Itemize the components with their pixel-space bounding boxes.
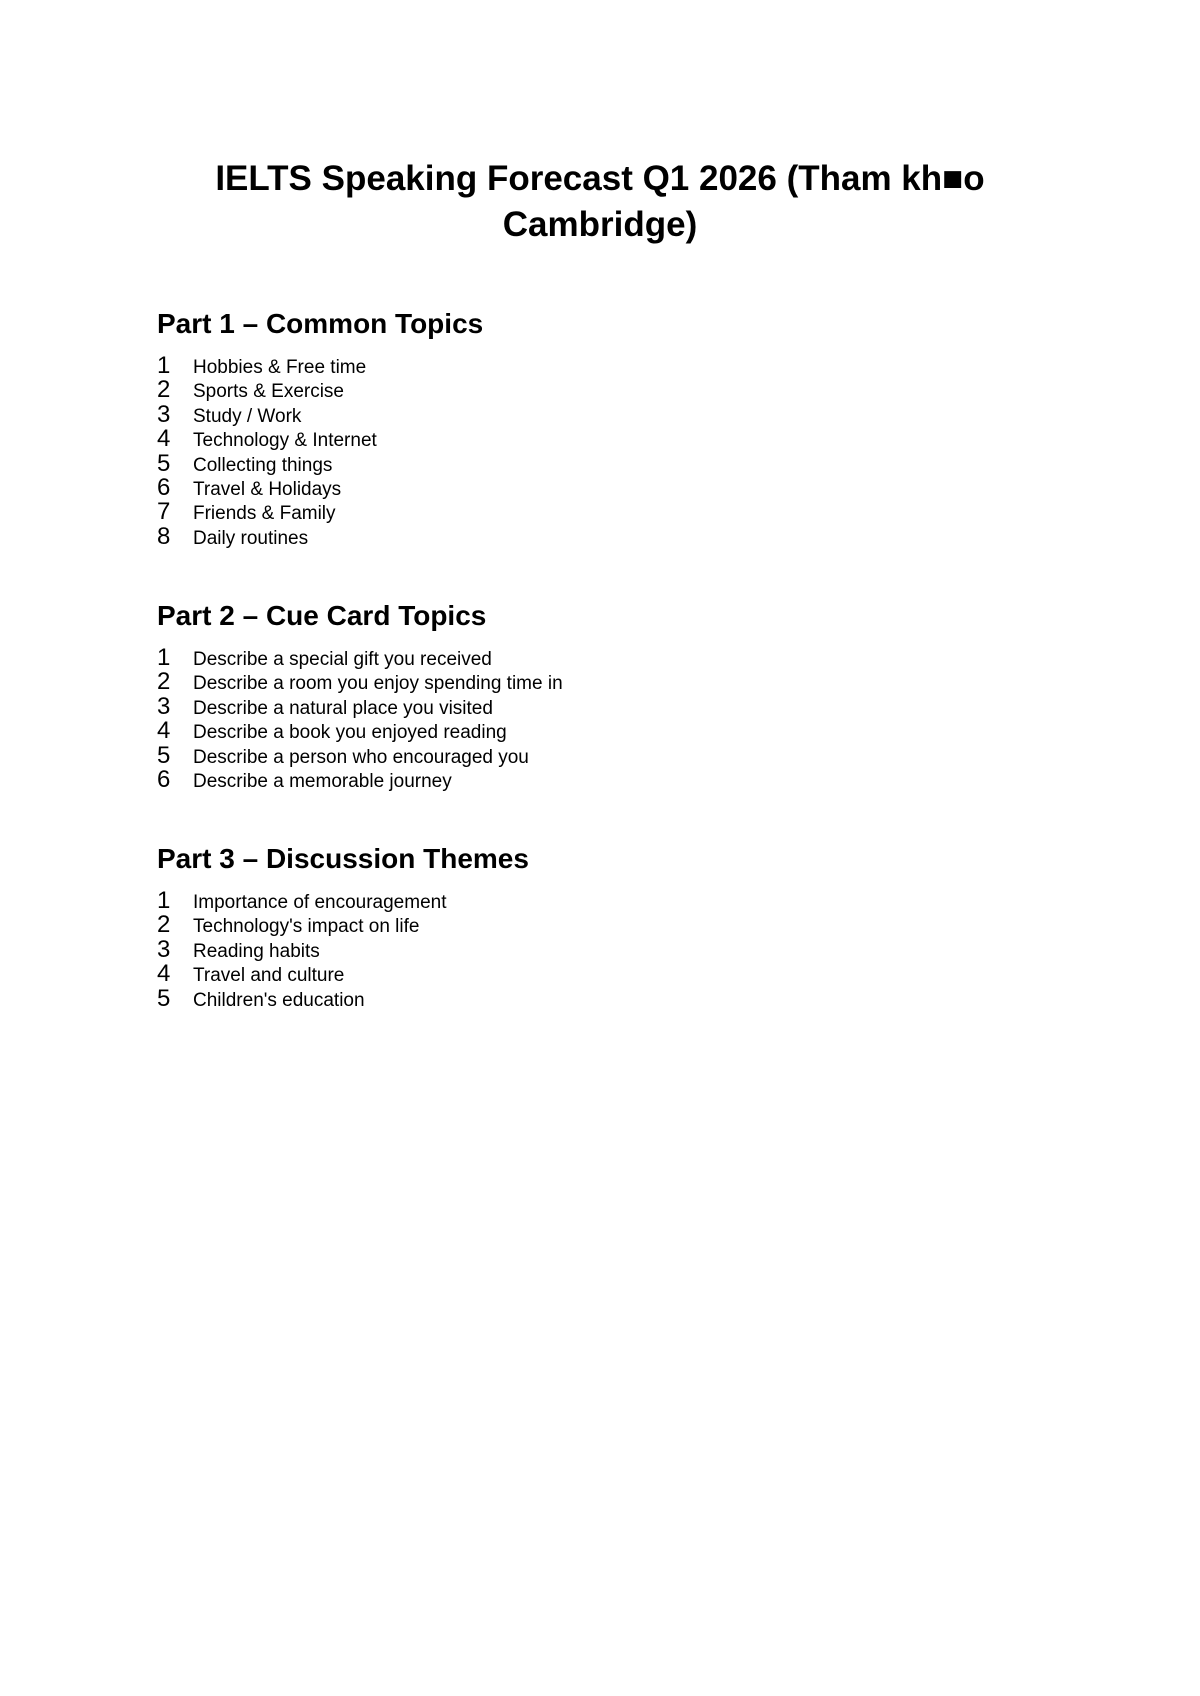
list-item [157, 889, 1057, 913]
list-item [157, 719, 1057, 743]
section-part-1 [157, 306, 1057, 549]
item-text: Technology & Internet [193, 430, 377, 452]
section-title: Part 3 – Discussion Themes [157, 843, 529, 874]
section-part-2 [157, 598, 1057, 792]
list-item [157, 449, 1057, 477]
list-item [157, 962, 1057, 986]
section-title: Part 2 – Cue Card Topics [157, 600, 487, 631]
item-text: Describe a room you enjoy spending time in [193, 673, 563, 695]
item-number: 2 [157, 911, 171, 939]
item-text: Importance of encouragement [193, 892, 447, 913]
item-text: Daily routines [193, 527, 309, 549]
item-text: Travel & Holidays [193, 478, 342, 500]
item-number: 6 [157, 473, 171, 501]
item-number: 1 [157, 644, 171, 671]
list-item [157, 378, 1057, 402]
item-number: 3 [157, 935, 171, 963]
item-number: 1 [157, 352, 171, 379]
item-text: Hobbies & Free time [193, 357, 367, 378]
item-number: 7 [157, 498, 171, 526]
list-item [157, 473, 1057, 501]
item-number: 1 [157, 887, 171, 914]
list-item [157, 400, 1057, 428]
item-text: Friends & Family [193, 503, 336, 525]
item-text: Collecting things [193, 454, 333, 476]
list-item [157, 522, 1057, 550]
list-item [157, 427, 1057, 451]
item-number: 4 [157, 717, 171, 745]
item-number: 8 [157, 522, 171, 550]
item-text: Sports & Exercise [193, 381, 344, 403]
section-title: Part 1 – Common Topics [157, 308, 484, 339]
item-text: Technology's impact on life [193, 916, 420, 938]
list-item [157, 913, 1057, 937]
list-item [157, 500, 1057, 524]
list-item [157, 765, 1057, 793]
document-title: IELTS Speaking Forecast Q1 2026 (Tham kh■o Cambridge) [215, 159, 985, 244]
list-item [157, 984, 1057, 1012]
item-text: Describe a person who encouraged you [193, 746, 529, 768]
item-number: 5 [157, 449, 171, 477]
item-text: Study / Work [193, 405, 302, 427]
item-number: 3 [157, 692, 171, 720]
item-text: Describe a memorable journey [193, 770, 452, 792]
item-text: Describe a book you enjoyed reading [193, 722, 507, 744]
item-text: Describe a special gift you received [193, 649, 492, 670]
list-item [157, 646, 1057, 670]
item-number: 4 [157, 960, 171, 988]
topic-list [157, 646, 1057, 792]
list-item [157, 692, 1057, 720]
item-number: 2 [157, 376, 171, 404]
list-item [157, 935, 1057, 963]
topic-list [157, 354, 1057, 549]
item-number: 3 [157, 400, 171, 428]
list-item [157, 670, 1057, 694]
item-number: 5 [157, 741, 171, 769]
list-item [157, 741, 1057, 769]
item-number: 4 [157, 425, 171, 453]
section-part-3 [157, 841, 1057, 1011]
item-number: 2 [157, 668, 171, 696]
item-number: 5 [157, 984, 171, 1012]
item-text: Describe a natural place you visited [193, 697, 493, 719]
list-item [157, 354, 1057, 378]
item-text: Reading habits [193, 940, 320, 962]
item-number: 6 [157, 765, 171, 793]
item-text: Children's education [193, 989, 365, 1011]
topic-list [157, 889, 1057, 1011]
item-text: Travel and culture [193, 965, 345, 987]
